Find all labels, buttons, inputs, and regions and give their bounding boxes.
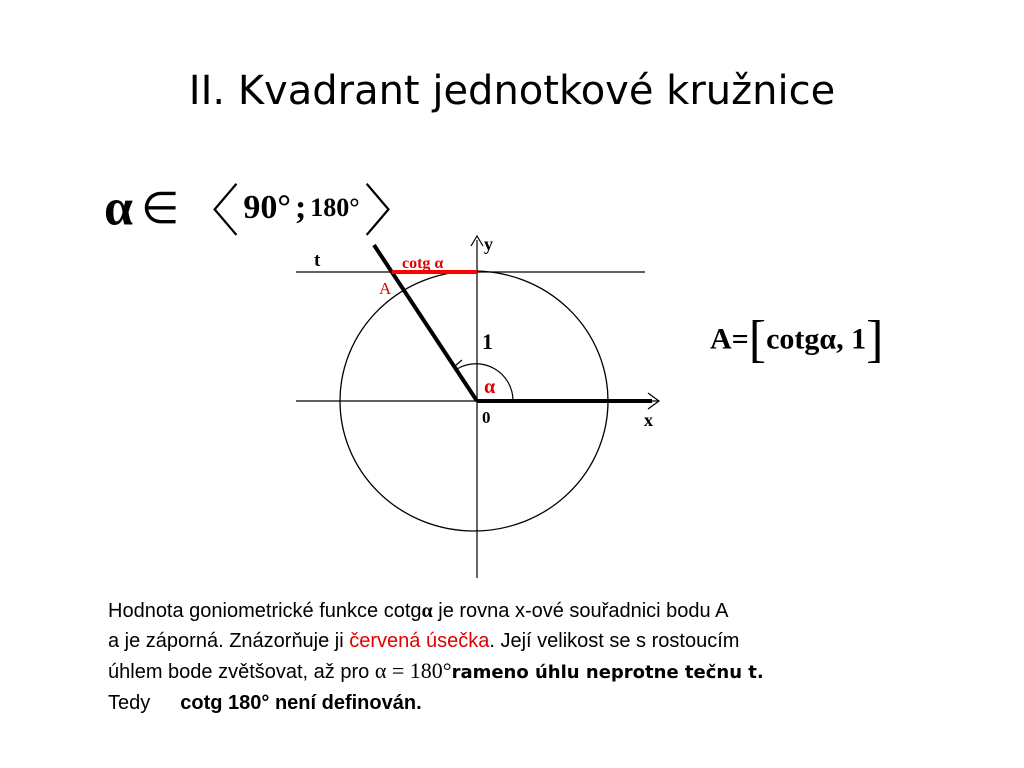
label-cotg: cotg α [402,255,444,272]
text-span: Tedy [108,692,151,714]
interval-start: 90° [243,189,291,226]
point-coordinates: cotgα, 1 [766,322,867,356]
label-point-a: A [379,279,392,298]
label-t: t [314,250,321,271]
close-bracket: ] [866,311,884,368]
open-bracket: [ [748,311,767,368]
label-zero: 0 [482,408,491,427]
slide-title: II. Kvadrant jednotkové kružnice [188,68,836,114]
formula-alpha-180: α = 180° [374,658,452,683]
explanation-text [108,596,928,718]
red-segment-text: červená úsečka [349,630,490,652]
text-span: úhlem bode zvětšovat, až pro [108,661,375,683]
interval-separator: ; [294,189,307,226]
element-of-symbol: ∈ [141,183,180,233]
label-y: y [484,234,493,254]
conclusion-text: cotg 180° není definován. [180,692,422,714]
text-line-2 [108,626,928,656]
text-span: je rovna x-ové souřadnici bodu A [432,600,729,622]
text-span: a je záporná. Znázorňuje ji [108,630,350,652]
label-one: 1 [482,329,493,354]
text-line-1 [108,596,928,626]
interval-end: 180° [310,193,360,222]
left-angle-bracket: 〈 [183,182,240,244]
text-line-4 [108,688,928,718]
point-a-coordinates [710,310,883,369]
text-line-3 [108,656,928,688]
text-span: rameno úhlu neprotne tečnu t. [451,662,764,683]
text-span: Hodnota goniometrické funkce cotg [108,600,422,622]
point-name: A= [710,322,749,356]
alpha-symbol: α [104,179,134,237]
right-angle-bracket: 〉 [363,182,420,244]
label-x: x [644,410,653,430]
label-alpha: α [484,376,496,398]
text-span: . Její velikost se s rostoucím [489,630,740,652]
alpha-symbol: α [421,600,433,622]
